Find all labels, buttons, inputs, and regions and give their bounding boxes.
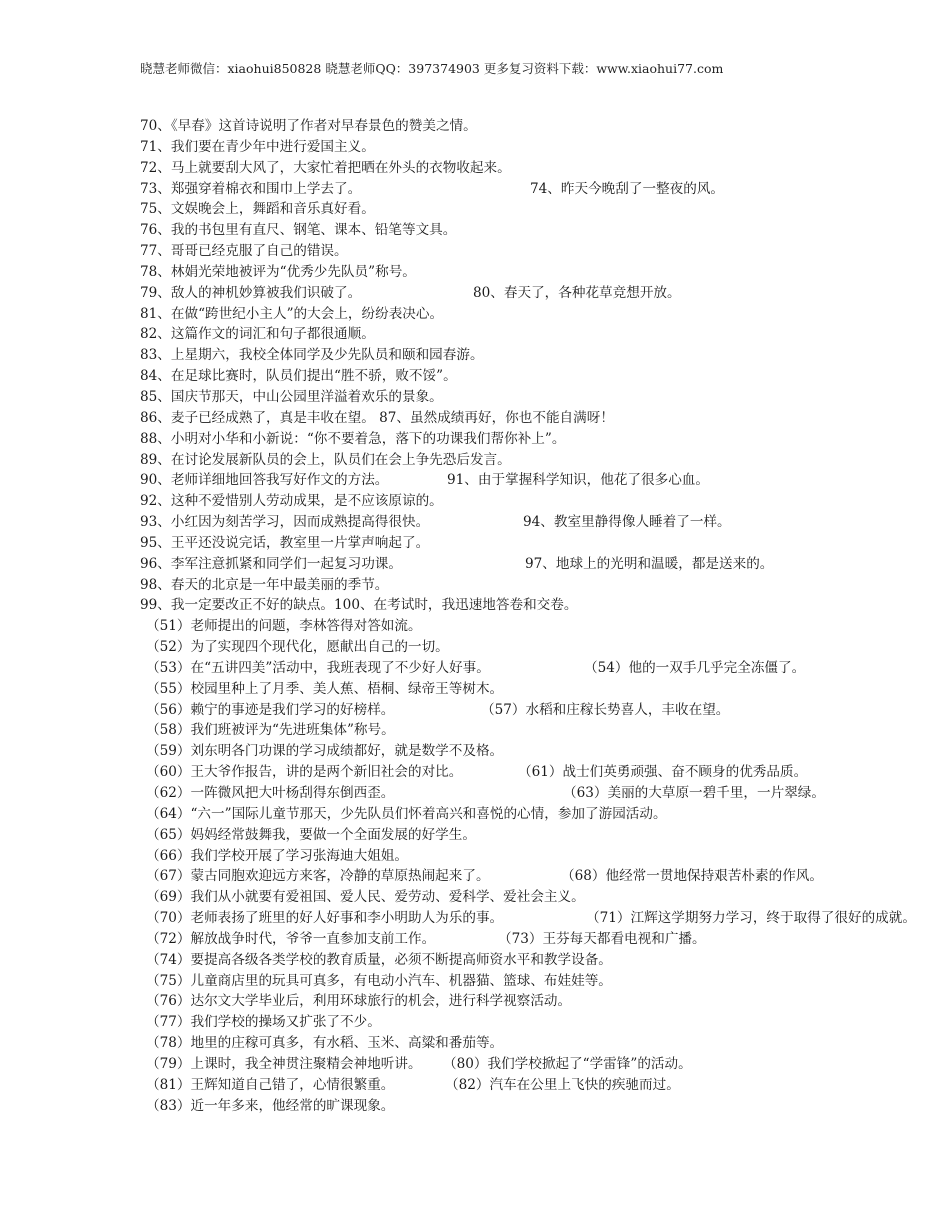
sentence-text: （57）水稻和庄稼长势喜人，丰收在望。	[481, 701, 730, 718]
sentence-list	[140, 116, 950, 1117]
sentence-line	[140, 429, 950, 450]
sentence-line	[140, 533, 950, 554]
sentence-text: （81）王辉知道自己错了，心情很繁重。	[146, 1076, 395, 1093]
sentence-text: 71、我们要在青少年中进行爱国主义。	[140, 138, 375, 155]
sentence-line	[140, 908, 950, 929]
sentence-text: （73）王芬每天都看电视和广播。	[498, 930, 706, 947]
sentence-line	[140, 283, 950, 304]
sentence-line	[140, 179, 950, 200]
sentence-line	[140, 116, 950, 137]
sentence-text: （62）一阵微风把大叶杨刮得东倒西歪。	[146, 785, 395, 801]
sentence-text: 75、文娱晚会上，舞蹈和音乐真好看。	[140, 201, 375, 218]
sentence-line	[140, 241, 950, 262]
sentence-line	[140, 700, 950, 721]
sentence-text: 77、哥哥已经克服了自己的错误。	[140, 243, 348, 260]
sentence-line	[140, 991, 950, 1012]
sentence-text: （58）我们班被评为“先进班集体”称号。	[146, 722, 395, 739]
sentence-text: 85、国庆节那天，中山公园里洋溢着欢乐的景象。	[140, 388, 443, 405]
sentence-line	[140, 1033, 950, 1054]
sentence-text: 97、地球上的光明和温暖，都是送来的。	[525, 555, 774, 572]
sentence-text: 84、在足球比赛时，队员们提出“胜不骄，败不馁”。	[140, 368, 457, 385]
sentence-text: 92、这种不爱惜别人劳动成果，是不应该原谅的。	[140, 493, 443, 510]
sentence-text: （77）我们学校的操场又扩张了不少。	[146, 1014, 381, 1031]
sentence-line	[140, 616, 950, 637]
sentence-text: （69）我们从小就要有爱祖国、爱人民、爱劳动、爱科学、爱社会主义。	[146, 889, 585, 906]
sentence-line	[140, 1054, 950, 1075]
sentence-text: （66）我们学校开展了学习张海迪大姐姐。	[146, 847, 408, 864]
sentence-text: 81、在做“跨世纪小主人”的大会上，纷纷表决心。	[140, 305, 444, 322]
sentence-text: 74、昨天今晚刮了一整夜的风。	[530, 180, 725, 197]
sentence-line	[140, 971, 950, 992]
sentence-text: （53）在“五讲四美”活动中，我班表现了不少好人好事。	[146, 659, 490, 676]
sentence-text: （59）刘东明各门功课的学习成绩都好，就是数学不及格。	[146, 743, 504, 760]
sentence-line	[140, 324, 950, 345]
sentence-text: 78、林娟光荣地被评为“优秀少先队员”称号。	[140, 263, 416, 280]
sentence-line	[140, 804, 950, 825]
sentence-line	[140, 199, 950, 220]
sentence-text: 99、我一定要改正不好的缺点。100、在考试时，我迅速地答卷和交卷。	[140, 597, 578, 614]
sentence-text: 83、上星期六，我校全体同学及少先队员和颐和园春游。	[140, 347, 484, 364]
sentence-text: （61）战士们英勇顽强、奋不顾身的优秀品质。	[518, 764, 808, 781]
sentence-text: （72）解放战争时代，爷爷一直参加支前工作。	[146, 930, 436, 947]
sentence-text: 82、这篇作文的词汇和句子都很通顺。	[140, 326, 375, 343]
sentence-text: 79、敌人的神机妙算被我们识破了。	[140, 284, 362, 301]
sentence-line	[140, 929, 950, 950]
sentence-line	[140, 950, 950, 971]
sentence-text: （79）上课时，我全神贯注聚精会神地听讲。	[146, 1055, 422, 1072]
page-header: 晓慧老师微信：xiaohui850828 晓慧老师QQ：397374903 更多复习资料下载：www.xiaohui77.com	[140, 61, 724, 76]
sentence-text: （78）地里的庄稼可真多，有水稻、玉米、高粱和番茄等。	[146, 1035, 504, 1052]
sentence-text: （55）校园里种上了月季、美人蕉、梧桐、绿帝王等树木。	[146, 680, 504, 697]
sentence-text: （82）汽车在公里上飞快的疾驰而过。	[445, 1076, 680, 1093]
sentence-text: （70）老师表扬了班里的好人好事和李小明助人为乐的事。	[146, 910, 504, 927]
sentence-text: （64）“六一”国际儿童节那天，少先队员们怀着高兴和喜悦的心情，参加了游园活动。	[146, 805, 667, 822]
sentence-text: （56）赖宁的事迹是我们学习的好榜样。	[146, 701, 395, 718]
sentence-text: （75）儿童商店里的玩具可真多，有电动小汽车、机器猫、篮球、布娃娃等。	[146, 972, 612, 989]
sentence-text: 70、《早春》这首诗说明了作者对早春景色的赞美之情。	[140, 118, 477, 134]
sentence-text: （71）江辉这学期努力学习，终于取得了很好的成就。	[586, 910, 916, 927]
sentence-line	[140, 1012, 950, 1033]
sentence-line	[140, 783, 950, 804]
sentence-line	[140, 679, 950, 700]
sentence-text: 86、麦子已经成熟了，真是丰收在望。 87、虽然成绩再好，你也不能自满呀！	[140, 409, 614, 426]
sentence-text: （63）美丽的大草原一碧千里，一片翠绿。	[563, 785, 825, 801]
sentence-line	[140, 304, 950, 325]
sentence-text: 72、马上就要刮大风了，大家忙着把晒在外头的衣物收起来。	[140, 159, 511, 176]
sentence-line	[140, 741, 950, 762]
sentence-text: （54）他的一双手几乎完全冻僵了。	[584, 659, 806, 676]
sentence-text: （51）老师提出的问题，李林答得对答如流。	[146, 618, 422, 635]
sentence-line	[140, 345, 950, 366]
sentence-text: 76、我的书包里有直尺、钢笔、课本、铅笔等文具。	[140, 222, 457, 239]
sentence-line	[140, 1096, 950, 1117]
sentence-line	[140, 470, 950, 491]
sentence-line	[140, 554, 950, 575]
sentence-line	[140, 408, 950, 429]
sentence-line	[140, 887, 950, 908]
sentence-line	[140, 366, 950, 387]
sentence-text: 90、老师详细地回答我写好作文的方法。	[140, 472, 389, 489]
sentence-text: （83）近一年多来，他经常的旷课现象。	[146, 1097, 395, 1114]
sentence-line	[140, 762, 950, 783]
sentence-line	[140, 637, 950, 658]
sentence-line	[140, 720, 950, 741]
sentence-text: 91、由于掌握科学知识，他花了很多心血。	[447, 472, 709, 489]
sentence-text: 93、小红因为刻苦学习，因而成熟提高得很快。	[140, 514, 430, 531]
sentence-line	[140, 1075, 950, 1096]
sentence-text: （67）蒙古同胞欢迎远方来客，冷静的草原热闹起来了。	[146, 868, 490, 885]
sentence-line	[140, 137, 950, 158]
sentence-text: （65）妈妈经常鼓舞我，要做一个全面发展的好学生。	[146, 826, 476, 843]
sentence-line	[140, 387, 950, 408]
sentence-line	[140, 575, 950, 596]
sentence-line	[140, 512, 950, 533]
sentence-line	[140, 158, 950, 179]
sentence-text: 80、春天了，各种花草竞想开放。	[473, 284, 681, 301]
sentence-line	[140, 825, 950, 846]
sentence-text: 96、李军注意抓紧和同学们一起复习功课。	[140, 555, 402, 572]
sentence-text: 98、春天的北京是一年中最美丽的季节。	[140, 576, 389, 593]
sentence-line	[140, 220, 950, 241]
sentence-text: 94、教室里静得像人睡着了一样。	[523, 514, 731, 531]
sentence-line	[140, 450, 950, 471]
sentence-line	[140, 658, 950, 679]
sentence-text: （74）要提高各级各类学校的教育质量，必须不断提高师资水平和教学设备。	[146, 951, 612, 968]
sentence-line	[140, 595, 950, 616]
sentence-text: （60）王大爷作报告，讲的是两个新旧社会的对比。	[146, 764, 463, 781]
sentence-line	[140, 866, 950, 887]
sentence-text: 89、在讨论发展新队员的会上，队员们在会上争先恐后发言。	[140, 451, 511, 468]
sentence-line	[140, 846, 950, 867]
sentence-text: （68）他经常一贯地保持艰苦朴素的作风。	[561, 868, 823, 885]
sentence-text: 88、小明对小华和小新说：“你不要着急，落下的功课我们帮你补上”。	[140, 430, 566, 447]
sentence-text: （80）我们学校掀起了“学雷锋”的活动。	[443, 1055, 692, 1072]
sentence-line	[140, 262, 950, 283]
sentence-text: 95、王平还没说完话，教室里一片掌声响起了。	[140, 534, 430, 551]
sentence-line	[140, 491, 950, 512]
sentence-text: （52）为了实现四个现代化，愿献出自己的一切。	[146, 639, 449, 656]
sentence-text: （76）达尔文大学毕业后，利用环球旅行的机会，进行科学视察活动。	[146, 993, 572, 1010]
sentence-text: 73、郑强穿着棉衣和围巾上学去了。	[140, 180, 362, 197]
